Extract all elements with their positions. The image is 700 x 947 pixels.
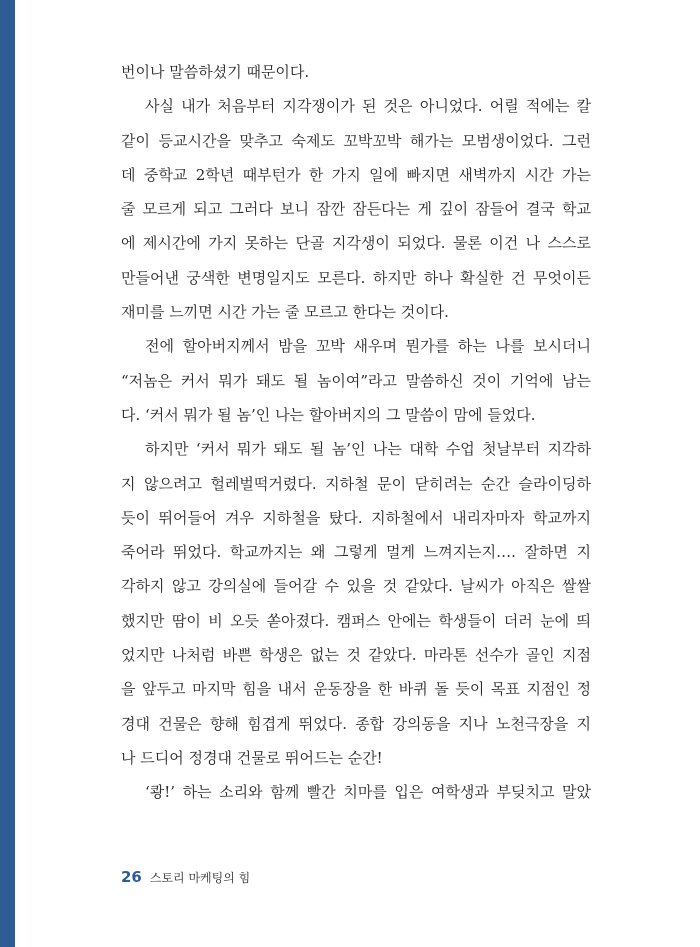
- text-line: 만들어낸 궁색한 변명일지도 모른다. 하지만 하나 확실한 건 무엇이든: [121, 268, 591, 287]
- text-line: 줄 모르게 되고 그러다 보니 잠깐 잠든다는 게 깊이 잠들어 결국 학교: [121, 200, 591, 219]
- text-line: 에 제시간에 가지 못하는 단골 지각생이 되었다. 물론 이건 나 스스로: [121, 234, 591, 253]
- text-line: “저놈은 커서 뭐가 돼도 될 놈이여”라고 말씀하신 것이 기억에 남는: [121, 371, 591, 390]
- text-line: 듯이 뛰어들어 겨우 지하철을 탔다. 지하철에서 내리자마자 학교까지: [121, 508, 591, 527]
- text-line: 재미를 느끼면 시간 가는 줄 모르고 한다는 것이다.: [121, 303, 449, 322]
- running-title: 스토리 마케팅의 힘: [149, 871, 251, 885]
- text-line: 지 않으려고 헐레벌떡거렸다. 지하철 문이 닫히려는 순간 슬라이딩하: [121, 474, 591, 493]
- text-line: 데 중학교 2학년 때부턴가 한 가지 일에 빠지면 새벽까지 시간 가는: [121, 165, 591, 184]
- page-number: 26: [121, 868, 142, 886]
- body-text: [121, 55, 591, 810]
- text-line: 번이나 말씀하셨기 때문이다.: [121, 63, 310, 81]
- text-line: 각하지 않고 강의실에 들어갈 수 있을 것 같았다. 날씨가 아직은 쌀쌀: [121, 577, 591, 596]
- text-line: 다. ‘커서 뭐가 될 놈’인 나는 할아버지의 그 말씀이 맘에 들었다.: [121, 405, 536, 424]
- text-line: 었지만 나처럼 바쁜 학생은 없는 것 같았다. 마라톤 선수가 골인 지점: [121, 646, 591, 665]
- text-line: 전에 할아버지께서 밤을 꼬박 새우며 뭔가를 하는 나를 보시더니: [145, 337, 591, 356]
- text-line: 했지만 땀이 비 오듯 쏟아졌다. 캠퍼스 안에는 학생들이 더러 눈에 띄: [121, 611, 591, 630]
- text-line: 하지만 ‘커서 뭐가 돼도 될 놈’인 나는 대학 수업 첫날부터 지각하: [145, 440, 591, 459]
- book-spine-bar: [0, 0, 15, 947]
- text-line: 죽어라 뛰었다. 학교까지는 왜 그렇게 멀게 느껴지는지…. 잘하면 지: [121, 543, 591, 562]
- text-line: ‘쾅!’ 하는 소리와 함께 빨간 치마를 입은 여학생과 부딪치고 말았: [145, 783, 591, 802]
- text-line: 같이 등교시간을 맞추고 숙제도 꼬박꼬박 해가는 모범생이었다. 그런: [121, 131, 591, 150]
- text-line: 경대 건물은 향해 힘겹게 뛰었다. 종합 강의동을 지나 노천극장을 지: [121, 714, 591, 733]
- page-footer: [121, 868, 250, 886]
- text-line: 사실 내가 처음부터 지각쟁이가 된 것은 아니었다. 어릴 적에는 칼: [145, 97, 591, 116]
- text-line: 나 드디어 정경대 건물로 뛰어드는 순간!: [121, 748, 383, 767]
- text-line: 을 앞두고 마지막 힘을 내서 운동장을 한 바퀴 돌 듯이 목표 지점인 정: [121, 680, 591, 699]
